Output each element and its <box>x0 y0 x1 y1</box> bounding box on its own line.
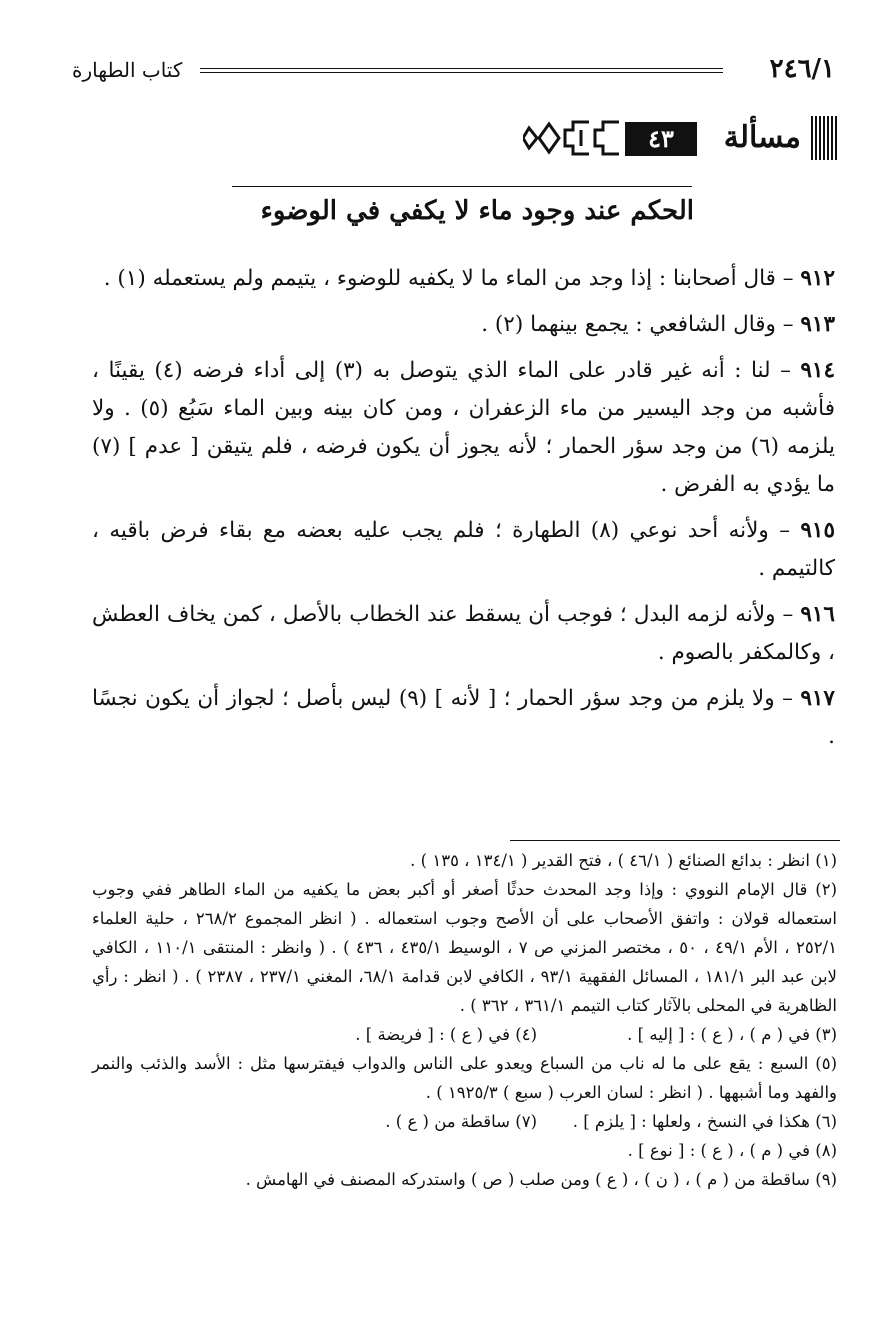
title-rule <box>232 186 692 187</box>
footnote-3: (٣) في ( م ) ، ( ع ) : [ إليه ] . <box>627 1025 837 1044</box>
footnote-6: (٦) هكذا في النسخ ، ولعلها : [ يلزم ] . <box>572 1112 837 1131</box>
masala-banner <box>527 116 837 160</box>
footnotes <box>92 846 837 1194</box>
book-title: كتاب الطهارة <box>72 58 183 82</box>
footnote-4: (٤) في ( ع ) : [ فريضة ] . <box>355 1025 537 1044</box>
paragraph-text: – ولأنه أحد نوعي (٨) الطهارة ؛ فلم يجب عليه بعضه مع بقاء فرض باقيه ، كالتيمم . <box>92 518 835 581</box>
vertical-bars-ornament <box>811 116 837 160</box>
paragraph-number: ٩١٣ <box>800 312 835 337</box>
footnote-7: (٧) ساقطة من ( ع ) . <box>385 1112 537 1131</box>
footnote-8: (٨) في ( م ) ، ( ع ) : [ نوع ] . <box>627 1141 837 1160</box>
footnote-1: (١) انظر : بدائع الصنائع ( ٤٦/١ ) ، فتح القدير ( ١٣٤/١ ، ١٣٥ ) . <box>410 851 837 870</box>
masala-number: ٤٣ <box>625 122 697 156</box>
footnote-2: (٢) قال الإمام النووي : وإذا وجد المحدث حدثًا أصغر أو أكبر بعض ما يكفيه من الماء الطاهر ففي وجوب استعماله قولان : واتفق الأصحاب على أن الأصح وجوب استعماله . ( انظر المجموع ٢٦٨/٢ ، حلية العلماء ٢٥٢/١ ، الأم ٤٩/١ ، ٥٠ ، مختصر المزني ص ٧ ، الوسيط ٤٣٥/١ ، ٤٣٦ ) . ( وانظر : المنتقى ١١٠/١ ، الكافي لابن عبد البر ١٨١/١ ، المسائل الفقهية ٩٣/١ ، الكافي لابن قدامة ٦٨/١، المغني ٢٣٧/١ ، ٢٣٨٧ ) . ( انظر : رأي الظاهرية في المحلى بالآثار كتاب التيمم ٣٦١/١ ، ٣٦٢ ) . <box>92 880 838 1015</box>
paragraph-916 <box>92 596 835 672</box>
paragraph-text: – لنا : أنه غير قادر على الماء الذي يتوصل به (٣) إلى أداء فرضه (٤) يقينًا ، فأشبه من وجد اليسير من ماء الزعفران ، ومن كان بينه وبين الماء سَبُع (٥) . ولا يلزمه (٦) من وجد سؤر الحمار ؛ لأنه يجوز أن يكون فرضه ، فلم يتيقن [ عدم ] (٧) ما يؤدي به الفرض . <box>92 358 835 497</box>
footnote-row-6-7 <box>92 1107 837 1136</box>
paragraph-number: ٩١٦ <box>800 602 835 627</box>
paragraph-914 <box>92 352 835 504</box>
paragraph-913 <box>92 306 835 344</box>
paragraph-number: ٩١٧ <box>800 686 835 711</box>
paragraph-number: ٩١٢ <box>800 266 835 291</box>
footnote-9: (٩) ساقطة من ( م ) ، ( ن ) ، ( ع ) ومن صلب ( ص ) واستدركه المصنف في الهامش . <box>245 1170 837 1189</box>
footnote-separator <box>510 840 840 841</box>
paragraph-text: – ولا يلزم من وجد سؤر الحمار ؛ [ لأنه ] (٩) ليس بأصل ؛ لجواز أن يكون نجسًا . <box>92 686 835 749</box>
main-text <box>92 260 835 764</box>
paragraph-917 <box>92 680 835 756</box>
paragraph-number: ٩١٤ <box>800 358 835 383</box>
paragraph-text: – قال أصحابنا : إذا وجد من الماء ما لا يكفيه للوضوء ، يتيمم ولم يستعمله (١) . <box>103 266 794 291</box>
paragraph-text: – وقال الشافعي : يجمع بينهما (٢) . <box>481 312 794 337</box>
header-double-rule <box>200 68 723 73</box>
section-title: الحكم عند وجود ماء لا يكفي في الوضوء <box>260 196 694 226</box>
paragraph-number: ٩١٥ <box>800 518 835 543</box>
footnote-5: (٥) السبع : يقع على ما له ناب من السباع ويعدو على الناس والدواب فيفترسها مثل : الأسد والذئب والنمر والفهد وما أشبهها . ( انظر : لسان العرب ( سبع ) ١٩٢٥/٣ ) . <box>92 1054 837 1102</box>
paragraph-text: – ولأنه لزمه البدل ؛ فوجب أن يسقط عند الخطاب بالأصل ، كمن يخاف العطش ، وكالمكفر بالصوم . <box>92 602 835 665</box>
running-header <box>72 50 835 90</box>
geometric-ornament-icon <box>523 116 623 160</box>
footnote-row-3-4 <box>92 1020 837 1049</box>
paragraph-912 <box>92 260 835 298</box>
masala-label: مسألة <box>723 120 801 155</box>
paragraph-915 <box>92 512 835 588</box>
page-number: ٢٤٦/١ <box>769 54 835 84</box>
